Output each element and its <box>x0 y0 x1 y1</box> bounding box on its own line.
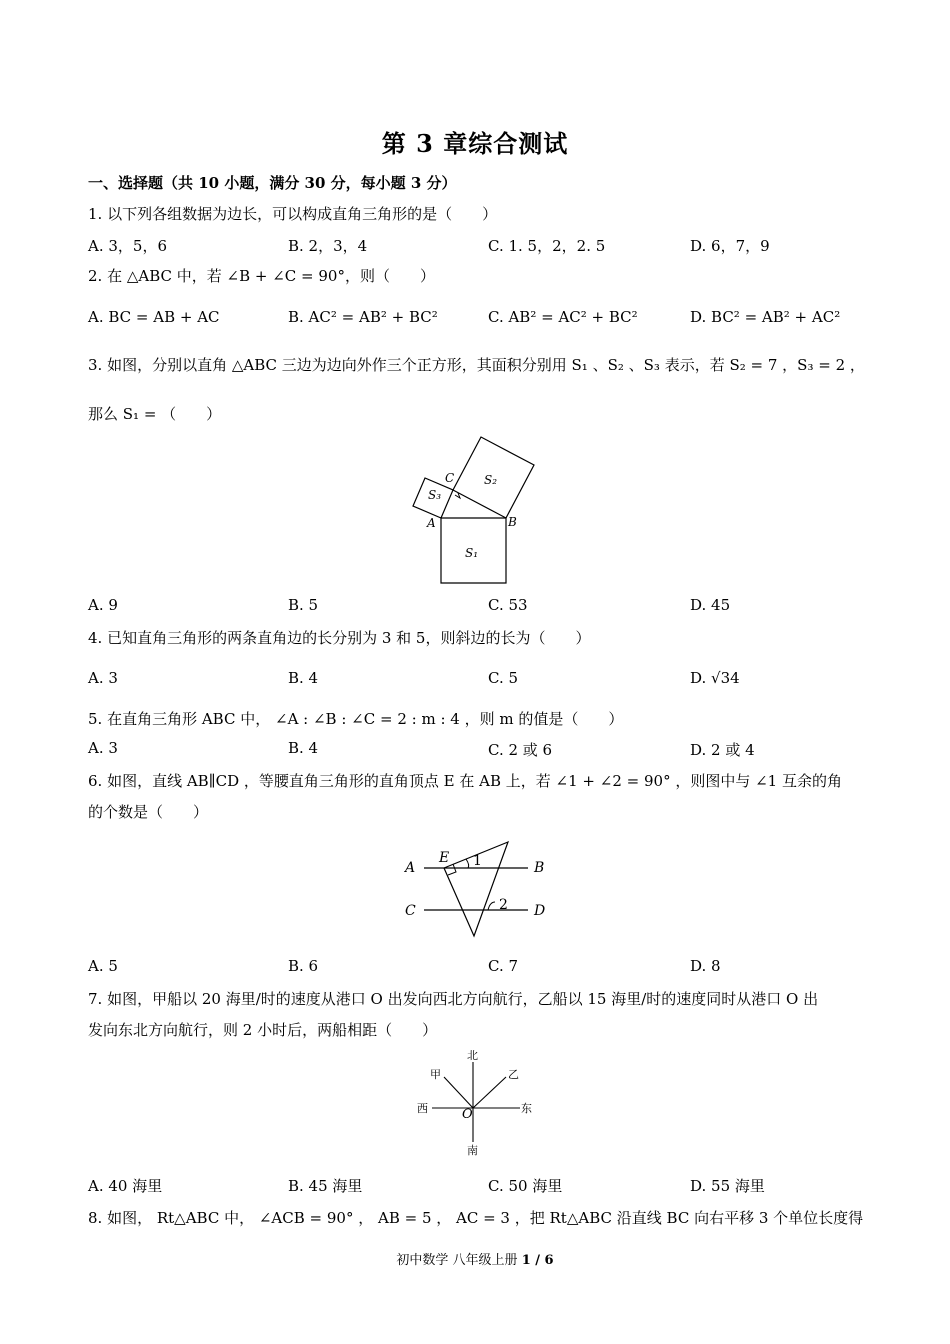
option-a: A. BC = AB + AC <box>88 308 220 326</box>
label-s2: S₂ <box>484 473 498 487</box>
label-b: B <box>508 515 517 529</box>
question-8-stem: 8. 如图， Rt△ABC 中， ∠ACB = 90° ， AB = 5 ， AC = 3 ，把 Rt△ABC 沿直线 BC 向右平移 3 个单位长度得 <box>88 1209 864 1227</box>
angle-2-arc <box>488 902 495 910</box>
label-yi: 乙 <box>508 1068 519 1081</box>
label-d: D <box>534 903 546 919</box>
option-b: B. 45 海里 <box>288 1177 363 1195</box>
label-jia: 甲 <box>430 1068 441 1081</box>
option-d: D. 6，7，9 <box>690 237 770 255</box>
page-number: 1 / 6 <box>521 1253 554 1268</box>
label-c: C <box>445 471 455 485</box>
label-o: O <box>462 1107 473 1122</box>
question-2-stem: 2. 在 △ABC 中，若 ∠B + ∠C = 90°，则（ ） <box>88 267 435 285</box>
option-b: B. AC² = AB² + BC² <box>288 308 438 326</box>
option-d: D. 55 海里 <box>690 1177 765 1195</box>
option-d: D. √34 <box>690 669 740 687</box>
option-c: C. 50 海里 <box>488 1177 563 1195</box>
option-a: A. 40 海里 <box>88 1177 163 1195</box>
label-c: C <box>405 903 416 919</box>
question-7-stem: 7. 如图，甲船以 20 海里/时的速度从港口 O 出发向西北方向航行，乙船以 15 海里/时的速度同时从港口 O 出 <box>88 990 819 1008</box>
question-4-stem: 4. 已知直角三角形的两条直角边的长分别为 3 和 5，则斜边的长为（ ） <box>88 629 591 647</box>
question-3-stem-continued: 那么 S₁ = （ ） <box>88 405 222 423</box>
option-c: C. AB² = AC² + BC² <box>488 308 638 326</box>
option-a: A. 5 <box>88 957 118 975</box>
question-3-stem: 3. 如图，分别以直角 △ABC 三边为边向外作三个正方形，其面积分别用 S₁ 、S₂ 、S₃ 表示，若 S₂ = 7 ，S₃ = 2 ， <box>88 356 865 374</box>
option-a: A. 3，5，6 <box>88 237 167 255</box>
option-d: D. 45 <box>690 596 731 614</box>
label-north: 北 <box>467 1049 478 1062</box>
parallel-lines-figure <box>398 838 558 942</box>
label-south: 南 <box>467 1144 478 1157</box>
label-east: 东 <box>521 1102 532 1115</box>
option-c: C. 1. 5，2，2. 5 <box>488 237 606 255</box>
label-b: B <box>534 860 545 876</box>
ship-jia-path <box>444 1077 473 1108</box>
option-b: B. 2，3，4 <box>288 237 368 255</box>
label-a: A <box>405 860 416 876</box>
question-5-stem: 5. 在直角三角形 ABC 中， ∠A : ∠B : ∠C = 2 : m : 4 ，则 m 的值是（ ） <box>88 710 624 728</box>
option-c: C. 2 或 6 <box>488 741 553 759</box>
option-b: B. 6 <box>288 957 319 975</box>
ship-yi-path <box>473 1077 506 1108</box>
label-west: 西 <box>417 1102 428 1115</box>
option-c: C. 5 <box>488 669 519 687</box>
footer-text: 初中数学 八年级上册 <box>396 1253 522 1268</box>
option-d: D. BC² = AB² + AC² <box>690 308 841 326</box>
label-angle-2: 2 <box>499 897 508 913</box>
option-a: A. 3 <box>88 669 118 687</box>
question-6-stem-continued: 的个数是（ ） <box>88 803 209 821</box>
page-title: 第 3 章综合测试 <box>381 129 569 158</box>
option-b: B. 4 <box>288 739 319 757</box>
option-c: C. 53 <box>488 596 528 614</box>
label-angle-1: 1 <box>473 853 482 869</box>
question-7-stem-continued: 发向东北方向航行，则 2 小时后，两船相距（ ） <box>88 1021 438 1039</box>
question-6-stem: 6. 如图，直线 AB∥CD ，等腰直角三角形的直角顶点 E 在 AB 上，若 ∠1 + ∠2 = 90° ，则图中与 ∠1 互余的角 <box>88 772 842 790</box>
compass-figure <box>412 1046 542 1158</box>
option-b: B. 4 <box>288 669 319 687</box>
question-1-stem: 1. 以下列各组数据为边长，可以构成直角三角形的是（ ） <box>88 205 498 223</box>
page-footer <box>0 1249 950 1268</box>
label-a: A <box>427 516 436 530</box>
label-s1: S₁ <box>465 546 479 560</box>
section-heading: 一、选择题（共 10 小题，满分 30 分，每小题 3 分） <box>88 174 457 192</box>
option-a: A. 3 <box>88 739 118 757</box>
option-a: A. 9 <box>88 596 118 614</box>
angle-1-arc <box>466 859 469 868</box>
option-b: B. 5 <box>288 596 319 614</box>
option-d: D. 2 或 4 <box>690 741 755 759</box>
option-d: D. 8 <box>690 957 721 975</box>
squares-figure <box>400 432 550 592</box>
option-c: C. 7 <box>488 957 519 975</box>
label-e: E <box>439 850 450 866</box>
label-s3: S₃ <box>428 488 442 502</box>
